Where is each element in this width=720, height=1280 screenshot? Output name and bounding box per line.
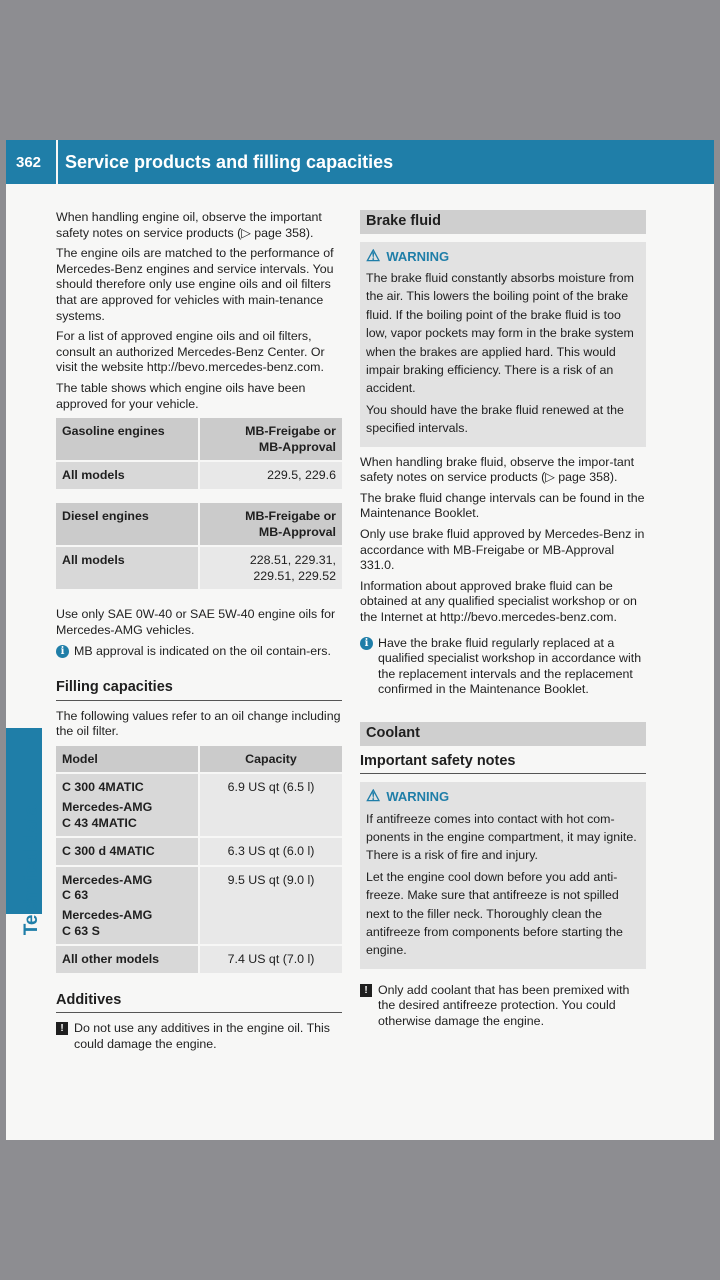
info-icon: i [56, 645, 69, 658]
brake-paragraph: The brake fluid change intervals can be found in the Maintenance Booklet. [360, 490, 645, 521]
notice-note [360, 983, 646, 1030]
filling-text: The following values refer to an oil change including the oil filter. [56, 708, 341, 739]
warning-text: You should have the brake fluid renewed at the specified intervals. [366, 402, 624, 436]
table-cell: 9.5 US qt (9.0 l) [198, 865, 342, 944]
model-name: Mercedes-AMG [62, 800, 153, 815]
info-note [56, 644, 342, 660]
table-header: Model [56, 746, 198, 775]
table-header [198, 503, 342, 547]
table-cell: C 300 d 4MATIC [56, 836, 198, 865]
table-cell: 6.3 US qt (6.0 l) [198, 836, 342, 865]
table-header-line: MB-Freigabe or [245, 508, 336, 523]
coolant-heading: Coolant [360, 722, 646, 746]
table-header-line: MB-Approval [258, 524, 336, 539]
gasoline-oil-table [56, 418, 342, 489]
manual-page [6, 140, 714, 1140]
notice-note-text: Only add coolant that has been premixed with the desired antifreeze protection. You could otherwise damage the engine. [378, 982, 630, 1028]
brake-warning-box [360, 242, 646, 447]
table-cell: 229.5, 229.6 [198, 462, 342, 489]
brake-paragraph: When handling brake fluid, observe the impor-tant safety notes on service products (▷ page 358). [360, 454, 635, 485]
info-note-text: Have the brake fluid regularly replaced at a qualified specialist workshop in accordance with the replacement intervals and the replacement confirmed in the Maintenance Booklet. [378, 635, 642, 697]
header-divider [56, 140, 58, 184]
table-header-line: MB-Freigabe or [245, 424, 336, 439]
info-icon: i [360, 637, 373, 650]
model-name: C 63 [62, 888, 89, 903]
table-header [198, 418, 342, 462]
warning-text: The brake fluid constantly absorbs moisture from the air. This lowers the boiling point of the brake fluid. If the boiling point of the brake fluid is too low, vapor pockets may form in the brake system when the brakes are applied hard. This would impair braking efficiency. There is a risk of an accident. [366, 271, 634, 396]
coolant-warning-box [360, 782, 646, 969]
exclamation-icon: ! [360, 984, 372, 997]
warning-label: WARNING [386, 248, 450, 264]
info-note-text: MB approval is indicated on the oil contain-ers. [74, 644, 331, 659]
warning-triangle-icon: ⚠ [366, 247, 381, 265]
exclamation-icon: ! [56, 1022, 68, 1035]
model-name: C 300 4MATIC [62, 780, 144, 795]
page-number: 362 [16, 154, 42, 171]
side-tab-label: Technical data [21, 804, 42, 936]
table-cell [198, 547, 342, 589]
right-column [360, 210, 646, 1038]
brake-paragraph: Information about approved brake fluid can be obtained at any qualified specialist workshop or on the Internet at http://bevo.mercedes-benz.com. [360, 578, 637, 624]
filling-capacities-heading: Filling capacities [56, 680, 342, 701]
model-name: C 43 4MATIC [62, 815, 137, 830]
safety-notes-heading: Important safety notes [360, 754, 646, 775]
table-header: Capacity [198, 746, 342, 775]
capacity-table [56, 746, 342, 973]
page-header [6, 140, 714, 184]
diesel-oil-table [56, 503, 342, 589]
table-cell [56, 774, 198, 836]
intro-paragraph: The table shows which engine oils have been approved for your vehicle. [56, 380, 306, 411]
page-title: Service products and filling capacities [65, 152, 394, 172]
table-header-line: MB-Approval [258, 439, 336, 454]
table-cell: 6.9 US qt (6.5 l) [198, 774, 342, 836]
table-cell: All other models [56, 944, 198, 973]
intro-paragraph: For a list of approved engine oils and oil filters, consult an authorized Mercedes-Benz Center. Or visit the website http://bevo.mercedes-benz.com. [56, 329, 325, 375]
table-cell: All models [56, 547, 198, 589]
warning-triangle-icon: ⚠ [366, 788, 381, 806]
intro-paragraph: The engine oils are matched to the performance of Mercedes-Benz engines and service intervals. You should therefore only use engine oils and oil filters that are approved for vehicles with main-tenance systems. [56, 246, 334, 323]
notice-note [56, 1021, 342, 1052]
warning-text: Let the engine cool down before you add anti-freeze. Make sure that antifreeze is not spilled next to the filler neck. Thoroughly clean the antifreeze from components before starting the engine. [366, 869, 623, 958]
info-note [360, 636, 646, 698]
warning-text: If antifreeze comes into contact with hot com-ponents in the engine compartment, it may ignite. There is a risk of fire and injury. [366, 811, 637, 863]
notice-note-text: Do not use any additives in the engine oil. This could damage the engine. [74, 1021, 331, 1051]
table-cell-line: 229.51, 229.52 [253, 568, 336, 583]
model-name: C 63 S [62, 923, 100, 938]
intro-paragraph: When handling engine oil, observe the important safety notes on service products (▷ page 358). [56, 210, 322, 240]
table-cell: 7.4 US qt (7.0 l) [198, 944, 342, 973]
sae-text: Use only SAE 0W-40 or SAE 5W-40 engine oils for Mercedes-AMG vehicles. [56, 607, 336, 637]
left-column [56, 210, 342, 1061]
brake-fluid-heading: Brake fluid [360, 210, 646, 234]
model-name: Mercedes-AMG [62, 908, 153, 922]
table-cell: All models [56, 462, 198, 489]
table-cell-line: 228.51, 229.31, [249, 553, 336, 568]
warning-title [366, 788, 640, 806]
table-cell [56, 865, 198, 944]
brake-paragraph: Only use brake fluid approved by Mercedes-Benz in accordance with MB-Freigabe or MB-Approval 331.0. [360, 527, 645, 573]
warning-label: WARNING [386, 789, 450, 805]
warning-title [366, 248, 640, 266]
table-header: Diesel engines [56, 503, 198, 547]
additives-heading: Additives [56, 993, 342, 1014]
table-header: Gasoline engines [56, 418, 198, 462]
model-name: Mercedes-AMG [62, 872, 153, 887]
